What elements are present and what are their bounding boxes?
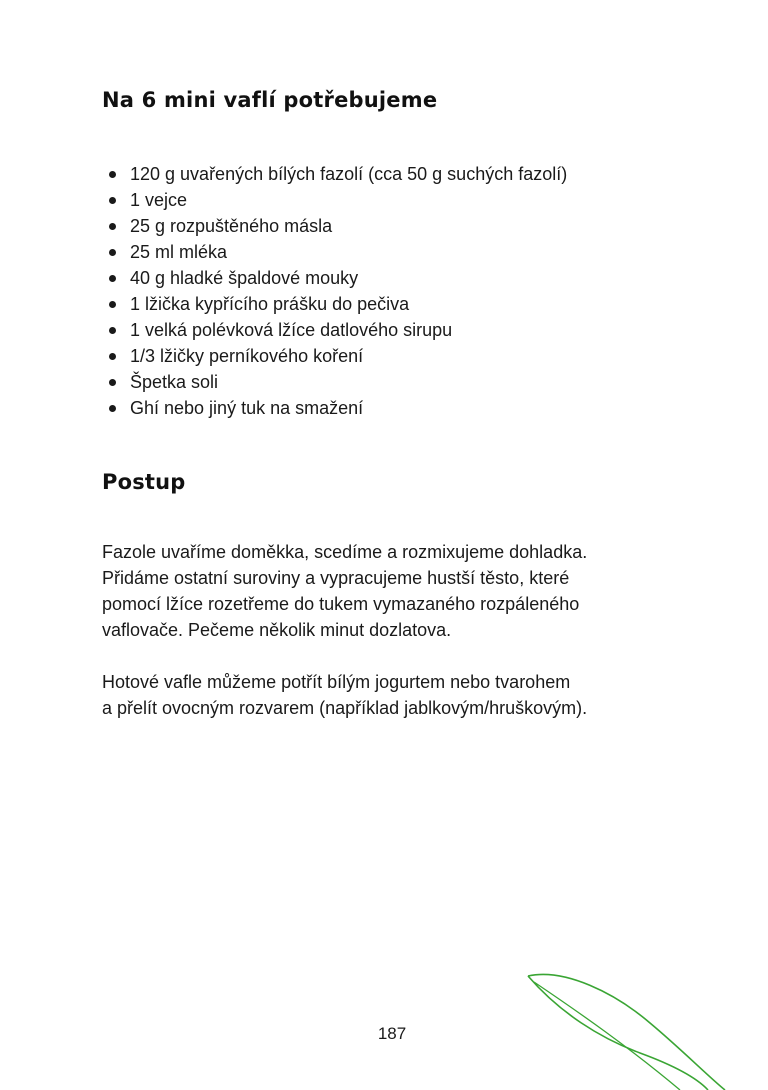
bullet-icon — [109, 275, 116, 282]
method-heading: Postup — [102, 470, 186, 494]
ingredient-text: 1/3 lžičky perníkového koření — [130, 346, 364, 366]
paragraph-line: vaflovače. Pečeme několik minut dozlatova. — [102, 620, 452, 640]
ingredient-text: 1 vejce — [130, 190, 188, 210]
ingredient-text: 25 ml mléka — [130, 242, 228, 262]
paragraph-line: Přidáme ostatní suroviny a vypracujeme hustší těsto, které — [102, 568, 570, 588]
bullet-icon — [109, 197, 116, 204]
bullet-icon — [109, 223, 116, 230]
ingredients-list — [102, 161, 567, 421]
method-paragraph — [102, 539, 702, 643]
ingredient-text: 40 g hladké špaldové mouky — [130, 268, 359, 288]
list-item — [102, 317, 567, 343]
list-item — [102, 239, 567, 265]
list-item — [102, 343, 567, 369]
paragraph-line: Fazole uvaříme doměkka, scedíme a rozmixujeme dohladka. — [102, 542, 588, 562]
page-number: 187 — [377, 1024, 407, 1043]
ingredient-text: Špetka soli — [130, 372, 219, 392]
bullet-icon — [109, 249, 116, 256]
list-item — [102, 369, 567, 395]
bullet-icon — [109, 379, 116, 386]
leaf-icon — [520, 968, 768, 1090]
ingredient-text: 25 g rozpuštěného másla — [130, 216, 333, 236]
paragraph-line: pomocí lžíce rozetřeme do tukem vymazaného rozpáleného — [102, 594, 580, 614]
leaf-outline-lower — [528, 976, 708, 1090]
list-item — [102, 187, 567, 213]
ingredients-heading: Na 6 mini vaflí potřebujeme — [102, 88, 438, 112]
bullet-icon — [109, 171, 116, 178]
list-item — [102, 161, 567, 187]
paragraph-line: a přelít ovocným rozvarem (například jablkovým/hruškovým). — [102, 698, 588, 718]
list-item — [102, 395, 567, 421]
bullet-icon — [109, 327, 116, 334]
leaf-vein — [534, 982, 680, 1090]
serving-paragraph — [102, 669, 702, 721]
bullet-icon — [109, 353, 116, 360]
bullet-icon — [109, 405, 116, 412]
paragraph-line: Hotové vafle můžeme potřít bílým jogurtem nebo tvarohem — [102, 672, 571, 692]
ingredient-text: 1 lžička kypřícího prášku do pečiva — [130, 294, 410, 314]
bullet-icon — [109, 301, 116, 308]
ingredient-text: 120 g uvařených bílých fazolí (cca 50 g suchých fazolí) — [130, 164, 568, 184]
leaf-outline-upper — [528, 974, 725, 1090]
ingredient-text: 1 velká polévková lžíce datlového sirupu — [130, 320, 453, 340]
list-item — [102, 291, 567, 317]
list-item — [102, 213, 567, 239]
list-item — [102, 265, 567, 291]
ingredient-text: Ghí nebo jiný tuk na smažení — [130, 398, 364, 418]
